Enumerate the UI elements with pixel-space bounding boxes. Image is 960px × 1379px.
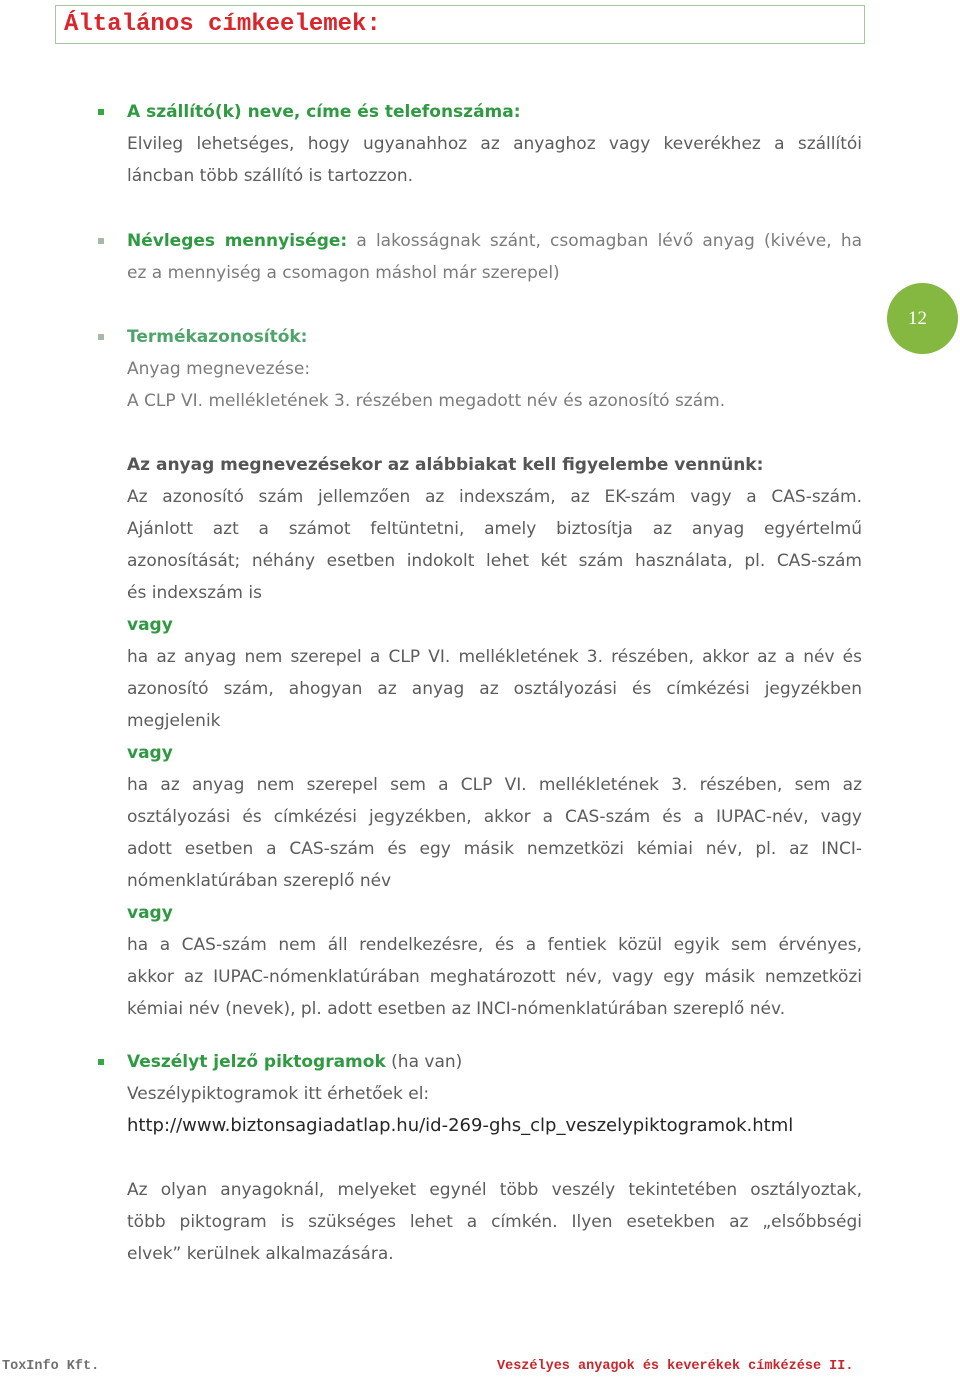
bullet-icon [98, 109, 104, 115]
naming-rule-line: ha a CAS-szám nem áll rendelkezésre, és a fentiek közül egyik sem érvényes, [127, 935, 862, 955]
naming-rules-heading: Az anyag megnevezésekor az alábbiakat kell figyelembe vennünk: [127, 455, 764, 475]
naming-rule-line: osztályozási és címkézési jegyzékben, akkor a CAS-szám és a IUPAC-név, vagy [127, 807, 862, 827]
nominal-quantity-heading: Névleges mennyisége: [127, 231, 348, 251]
pictograms-paragraph-line: több piktogram is szükséges lehet a címkén. Ilyen esetekben az „elsőbbségi [127, 1212, 862, 1232]
naming-rule-line: adott esetben a CAS-szám és egy másik nemzetközi kémiai név, pl. az INCI- [127, 839, 862, 859]
footer-document-title: Veszélyes anyagok és keverékek címkézése II. [497, 1359, 854, 1374]
footer-company: ToxInfo Kft. [2, 1359, 100, 1374]
product-identifiers-text-line: A CLP VI. mellékletének 3. részében megadott név és azonosító szám. [127, 391, 726, 411]
pictograms-heading: Veszélyt jelző piktogramok [127, 1052, 386, 1072]
section-title-box [55, 5, 865, 44]
pictograms-item [127, 1046, 862, 1142]
pictograms-heading-note: (ha van) [391, 1052, 463, 1072]
supplier-text-line: Elvileg lehetséges, hogy ugyanahhoz az anyaghoz vagy keverékhez a szállítói [127, 134, 862, 154]
bullet-icon [98, 1059, 104, 1065]
nominal-quantity-item [127, 225, 862, 289]
naming-rule-line: kémiai név (nevek), pl. adott esetben az INCI-nómenklatúrában szereplő név. [127, 999, 786, 1019]
page-number: 12 [908, 307, 927, 329]
section-title: Általános címkeelemek: [64, 11, 381, 38]
pictograms-paragraph-line: Az olyan anyagoknál, melyeket egynél több veszély tekintetében osztályoztak, [127, 1180, 862, 1200]
naming-rules [127, 449, 862, 1025]
naming-rule-line: ha az anyag nem szerepel sem a CLP VI. mellékletének 3. részében, sem az [127, 775, 862, 795]
or-separator: vagy [127, 615, 173, 635]
pictograms-paragraph [127, 1174, 862, 1270]
naming-rule-line: akkor az IUPAC-nómenklatúrában meghatározott név, vagy egy másik nemzetközi [127, 967, 862, 987]
pictograms-paragraph-line: elvek” kerülnek alkalmazására. [127, 1244, 394, 1264]
naming-rule-line: és indexszám is [127, 583, 262, 603]
product-identifiers-text-line: Anyag megnevezése: [127, 359, 311, 379]
naming-rule-line: azonosítását; néhány esetben indokolt lehet két szám használata, pl. CAS-szám [127, 551, 862, 571]
naming-rule-line: nómenklatúrában szereplő név [127, 871, 392, 891]
nominal-quantity-line [127, 225, 862, 257]
pictograms-availability-text: Veszélypiktogramok itt érhetőek el: [127, 1084, 430, 1104]
naming-rule-line: ha az anyag nem szerepel a CLP VI. mellékletének 3. részében, akkor az a név és [127, 647, 862, 667]
pictograms-heading-line [127, 1046, 862, 1078]
pictograms-link[interactable]: http://www.biztonsagiadatlap.hu/id-269-ghs_clp_veszelypiktogramok.html [127, 1115, 794, 1136]
or-separator: vagy [127, 743, 173, 763]
product-identifiers-item [127, 321, 862, 417]
bullet-icon [98, 238, 104, 244]
page-number-badge [887, 283, 958, 354]
naming-rule-line: megjelenik [127, 711, 221, 731]
supplier-text-line: láncban több szállító is tartozzon. [127, 166, 414, 186]
or-separator: vagy [127, 903, 173, 923]
bullet-icon [98, 334, 104, 340]
supplier-item [127, 96, 862, 192]
naming-rule-line: Az azonosító szám jellemzően az indexszám, az EK-szám vagy a CAS-szám. [127, 487, 862, 507]
supplier-heading: A szállító(k) neve, címe és telefonszáma: [127, 102, 521, 122]
pictograms-link-line [127, 1110, 862, 1142]
naming-rule-line: azonosító szám, ahogyan az anyag az osztályozási és címkézési jegyzékben [127, 679, 862, 699]
product-identifiers-heading: Termékazonosítók: [127, 327, 308, 347]
naming-rule-line: Ajánlott azt a számot feltüntetni, amely biztosítja az anyag egyértelmű [127, 519, 862, 539]
nominal-quantity-text-line: ez a mennyiség a csomagon máshol már szerepel) [127, 263, 560, 283]
nominal-quantity-text: a lakosságnak szánt, csomagban lévő anyag (kivéve, ha [356, 231, 863, 251]
